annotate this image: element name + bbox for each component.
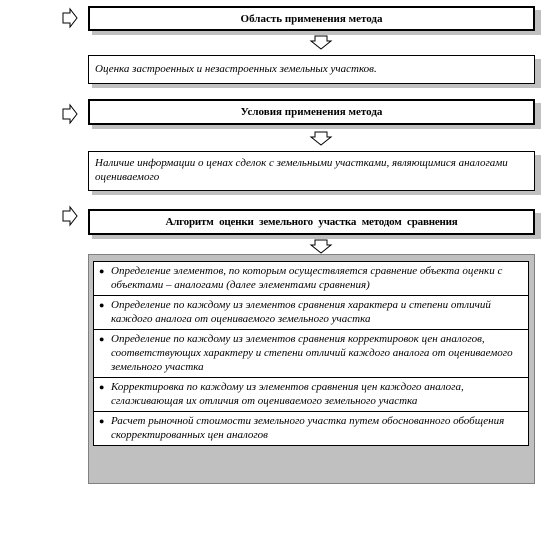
list-item: ● Определение по каждому из элементов сравнения корректировок цен аналогов, соответствующих характеру и степени отличий каждого аналога от оцениваемого земельного участка — [94, 330, 528, 378]
down-arrow-icon — [310, 35, 332, 50]
section-header-algorithm — [88, 209, 535, 235]
section-title: Алгоритм оценки земельного участка методом сравнения — [165, 216, 458, 228]
algorithm-steps-list — [93, 261, 529, 446]
list-item: ● Корректировка по каждому из элементов сравнения цен каждого аналога, сглаживающая их отличия от оцениваемого земельного участка — [94, 378, 528, 412]
bullet-icon: ● — [99, 334, 105, 344]
section-header-conditions — [88, 99, 535, 125]
list-item: ● Определение по каждому из элементов сравнения характера и степени отличий каждого аналога от оцениваемого земельного участка — [94, 296, 528, 330]
down-arrow-icon — [310, 131, 332, 146]
down-arrow-icon — [310, 239, 332, 254]
side-arrow-icon — [62, 104, 78, 124]
section-title: Условия применения метода — [240, 106, 383, 118]
bullet-icon: ● — [99, 300, 105, 310]
section-title: Область применения метода — [240, 12, 383, 25]
section-text-conditions: Наличие информации о ценах сделок с земельными участками, являющимися аналогами оцениваемого — [88, 151, 535, 191]
side-arrow-icon — [62, 8, 78, 28]
section-text-scope: Оценка застроенных и незастроенных земельных участков. — [88, 55, 535, 84]
list-item: ● Расчет рыночной стоимости земельного участка путем обоснованного обобщения скорректированных цен аналогов — [99, 415, 505, 441]
section-header-scope — [88, 6, 535, 31]
bullet-icon: ● — [99, 416, 105, 426]
list-item: ● Определение элементов, по которым осуществляется сравнение объекта оценки с объектами – аналогами (далее элементами сравнения) — [94, 262, 528, 296]
bullet-icon: ● — [99, 382, 105, 392]
side-arrow-icon — [62, 206, 78, 226]
bullet-icon: ● — [99, 266, 105, 276]
